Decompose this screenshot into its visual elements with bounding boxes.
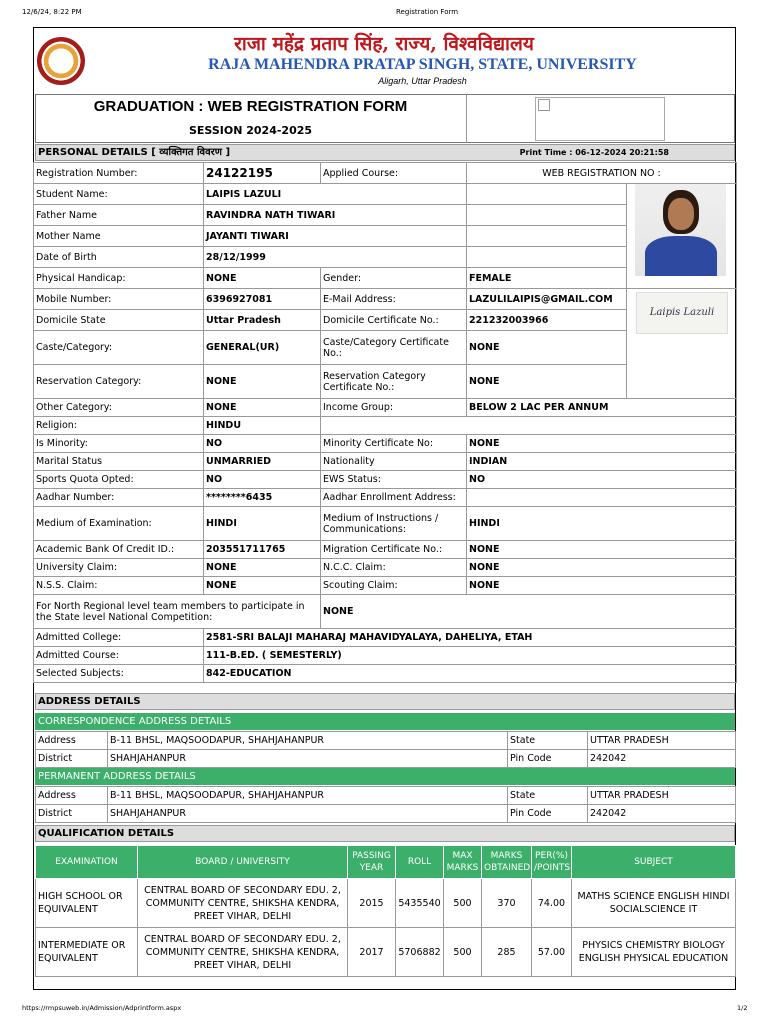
field-label: Other Category: [34, 399, 204, 417]
field-value: NONE [467, 577, 737, 595]
print-url: https://rmpsuweb.in/Admission/Adprintform.aspx [22, 1004, 182, 1012]
session-label: SESSION 2024-2025 [188, 124, 313, 137]
field-label: University Claim: [34, 559, 204, 577]
field-value: HINDI [467, 507, 737, 541]
field-value: NONE [204, 399, 321, 417]
perm-pin-value: 242042 [588, 805, 736, 823]
corr-pin-label: Pin Code [508, 750, 588, 768]
field-label: Physical Handicap: [34, 268, 204, 289]
field-value: HINDI [204, 507, 321, 541]
personal-row [34, 559, 737, 577]
field-value: NO [467, 471, 737, 489]
qualification-cell: MATHS SCIENCE ENGLISH HINDI SOCIALSCIENCE IT [572, 879, 736, 928]
field-label: Nationality [321, 453, 467, 471]
perm-address-label: Address [36, 787, 108, 805]
field-value-extra [467, 247, 627, 268]
selected-subjects-label: Selected Subjects: [34, 665, 204, 683]
personal-row [34, 399, 737, 417]
qualification-header: EXAMINATION [36, 846, 138, 879]
field-label: Domicile Certificate No.: [321, 310, 467, 331]
qualification-row [36, 928, 736, 977]
personal-details-table [33, 162, 737, 683]
field-label: Aadhar Number: [34, 489, 204, 507]
field-label: N.S.S. Claim: [34, 577, 204, 595]
personal-row [34, 184, 737, 205]
qualification-header: MARKS OBTAINED [482, 846, 532, 879]
field-value [467, 489, 737, 507]
field-label: Income Group: [321, 399, 467, 417]
field-value: NO [204, 471, 321, 489]
field-label: Marital Status [34, 453, 204, 471]
qualification-cell: HIGH SCHOOL OR EQUIVALENT [36, 879, 138, 928]
university-name-english: RAJA MAHENDRA PRATAP SINGH, STATE, UNIVERSITY [208, 56, 637, 73]
field-label: Student Name: [34, 184, 204, 205]
north-regional-value: NONE [321, 595, 737, 629]
personal-row [34, 435, 737, 453]
corr-pin-value: 242042 [588, 750, 736, 768]
print-page-number: 1/2 [737, 1004, 748, 1012]
field-label: Reservation Category: [34, 365, 204, 399]
corr-address-value: B-11 BHSL, MAQSOODAPUR, SHAHJAHANPUR [108, 732, 508, 750]
perm-pin-label: Pin Code [508, 805, 588, 823]
personal-row [34, 417, 737, 435]
admitted-course-value: 111-B.ED. ( SEMESTERLY) [204, 647, 737, 665]
field-value: INDIAN [467, 453, 737, 471]
correspondence-address-heading: CORRESPONDENCE ADDRESS DETAILS [35, 713, 735, 730]
qualification-cell: PHYSICS CHEMISTRY BIOLOGY ENGLISH PHYSICAL EDUCATION [572, 928, 736, 977]
qualification-cell: 74.00 [532, 879, 572, 928]
student-photo [635, 184, 726, 276]
field-value: RAVINDRA NATH TIWARI [204, 205, 467, 226]
print-page-title: Registration Form [396, 8, 459, 16]
personal-row [34, 665, 737, 683]
perm-district-label: District [36, 805, 108, 823]
qualification-header: PASSING YEAR [348, 846, 396, 879]
field-label: Migration Certificate No.: [321, 541, 467, 559]
qualification-cell: 57.00 [532, 928, 572, 977]
qualification-cell: 5435540 [396, 879, 444, 928]
admitted-course-label: Admitted Course: [34, 647, 204, 665]
qualification-header: MAX MARKS [444, 846, 482, 879]
field-value: NONE [467, 541, 737, 559]
personal-row [34, 577, 737, 595]
field-value: FEMALE [467, 268, 627, 289]
field-value: NONE [467, 559, 737, 577]
qualification-header: ROLL [396, 846, 444, 879]
field-label: Domicile State [34, 310, 204, 331]
perm-state-value: UTTAR PRADESH [588, 787, 736, 805]
field-value: GENERAL(UR) [204, 331, 321, 365]
form-title: GRADUATION : WEB REGISTRATION FORM [93, 98, 408, 115]
field-value: JAYANTI TIWARI [204, 226, 467, 247]
qualification-cell: 500 [444, 928, 482, 977]
field-value: LAZULILAIPIS@GMAIL.COM [467, 289, 627, 310]
corr-address-label: Address [36, 732, 108, 750]
perm-district-value: SHAHJAHANPUR [108, 805, 508, 823]
personal-row [34, 541, 737, 559]
field-value-extra [467, 205, 627, 226]
field-label: Gender: [321, 268, 467, 289]
admitted-college-value: 2581-SRI BALAJI MAHARAJ MAHAVIDYALAYA, DAHELIYA, ETAH [204, 629, 737, 647]
field-value: NONE [204, 365, 321, 399]
field-label: Date of Birth [34, 247, 204, 268]
qualification-cell: CENTRAL BOARD OF SECONDARY EDU. 2, COMMUNITY CENTRE, SHIKSHA KENDRA, PREET VIHAR, DELHI [138, 928, 348, 977]
qualification-header: PER(%) /POINTS [532, 846, 572, 879]
field-value: UNMARRIED [204, 453, 321, 471]
qualification-cell: 285 [482, 928, 532, 977]
field-label: Scouting Claim: [321, 577, 467, 595]
field-label: Is Minority: [34, 435, 204, 453]
field-label: Sports Quota Opted: [34, 471, 204, 489]
field-value: 24122195 [204, 163, 321, 184]
perm-address-value: B-11 BHSL, MAQSOODAPUR, SHAHJAHANPUR [108, 787, 508, 805]
field-value: NO [204, 435, 321, 453]
field-label: EWS Status: [321, 471, 467, 489]
field-value-extra [467, 184, 627, 205]
field-label: Medium of Examination: [34, 507, 204, 541]
field-label: Applied Course: [321, 163, 467, 184]
field-label: Caste/Category Certificate No.: [321, 331, 467, 365]
broken-image-icon [535, 97, 665, 141]
correspondence-address-table [35, 731, 736, 768]
qualification-cell: 2015 [348, 879, 396, 928]
field-label: Academic Bank Of Credit ID.: [34, 541, 204, 559]
field-value: ********6435 [204, 489, 321, 507]
field-label: Mobile Number: [34, 289, 204, 310]
corr-state-label: State [508, 732, 588, 750]
field-label: Religion: [34, 417, 204, 435]
qualification-cell: 5706882 [396, 928, 444, 977]
print-time: Print Time : 06-12-2024 20:21:58 [519, 148, 669, 157]
field-value: NONE [467, 435, 737, 453]
field-value: HINDU [204, 417, 321, 435]
personal-details-title: PERSONAL DETAILS [ व्यक्तिगत विवरण ] [38, 147, 231, 158]
admitted-college-label: Admitted College: [34, 629, 204, 647]
field-label: Mother Name [34, 226, 204, 247]
personal-row [34, 507, 737, 541]
field-label: Caste/Category: [34, 331, 204, 365]
field-value: NONE [204, 559, 321, 577]
field-value-extra [467, 226, 627, 247]
field-value: NONE [467, 365, 627, 399]
qualification-cell: CENTRAL BOARD OF SECONDARY EDU. 2, COMMUNITY CENTRE, SHIKSHA KENDRA, PREET VIHAR, DELHI [138, 879, 348, 928]
field-value: BELOW 2 LAC PER ANNUM [467, 399, 737, 417]
field-label: Registration Number: [34, 163, 204, 184]
qualification-header: BOARD / UNIVERSITY [138, 846, 348, 879]
field-label: Reservation Category Certificate No.: [321, 365, 467, 399]
field-label: Medium of Instructions / Communications: [321, 507, 467, 541]
qualification-cell: 370 [482, 879, 532, 928]
qualification-cell: 2017 [348, 928, 396, 977]
personal-row [34, 453, 737, 471]
personal-row [34, 471, 737, 489]
student-signature [636, 292, 728, 334]
field-label [321, 417, 737, 435]
qualification-row [36, 879, 736, 928]
personal-row [34, 629, 737, 647]
personal-row [34, 289, 737, 310]
field-value: 28/12/1999 [204, 247, 467, 268]
university-location: Aligarh, Uttar Pradesh [378, 76, 467, 86]
signature-text: Laipis Lazuli [649, 307, 715, 318]
field-label: N.C.C. Claim: [321, 559, 467, 577]
personal-row [34, 163, 737, 184]
field-value: NONE [204, 577, 321, 595]
qualification-cell: 500 [444, 879, 482, 928]
personal-details-heading [35, 144, 735, 161]
field-value: NONE [467, 331, 627, 365]
corr-state-value: UTTAR PRADESH [588, 732, 736, 750]
field-label: Minority Certificate No: [321, 435, 467, 453]
qualification-cell: INTERMEDIATE OR EQUIVALENT [36, 928, 138, 977]
field-label: E-Mail Address: [321, 289, 467, 310]
web-registration-no-label: WEB REGISTRATION NO : [467, 163, 737, 184]
permanent-address-table [35, 786, 736, 823]
field-value: LAIPIS LAZULI [204, 184, 467, 205]
field-value: 6396927081 [204, 289, 321, 310]
selected-subjects-value: 842-EDUCATION [204, 665, 737, 683]
personal-row [34, 647, 737, 665]
qualification-table [35, 845, 736, 977]
university-name-hindi: राजा महेंद्र प्रताप सिंह, राज्य, विश्वविद्यालय [234, 33, 534, 55]
north-regional-label: For North Regional level team members to participate in the State level National Competition: [34, 595, 321, 629]
personal-row [34, 489, 737, 507]
address-details-heading: ADDRESS DETAILS [35, 693, 735, 710]
field-label: Aadhar Enrollment Address: [321, 489, 467, 507]
field-value: Uttar Pradesh [204, 310, 321, 331]
field-value: NONE [204, 268, 321, 289]
field-label: Father Name [34, 205, 204, 226]
qualification-details-heading: QUALIFICATION DETAILS [35, 825, 735, 842]
field-value: 221232003966 [467, 310, 627, 331]
corr-district-value: SHAHJAHANPUR [108, 750, 508, 768]
corr-district-label: District [36, 750, 108, 768]
perm-state-label: State [508, 787, 588, 805]
print-datetime: 12/6/24, 8:22 PM [22, 8, 82, 16]
permanent-address-heading: PERMANENT ADDRESS DETAILS [35, 768, 735, 785]
qualification-header: SUBJECT [572, 846, 736, 879]
personal-row [34, 595, 737, 629]
field-value: 203551711765 [204, 541, 321, 559]
